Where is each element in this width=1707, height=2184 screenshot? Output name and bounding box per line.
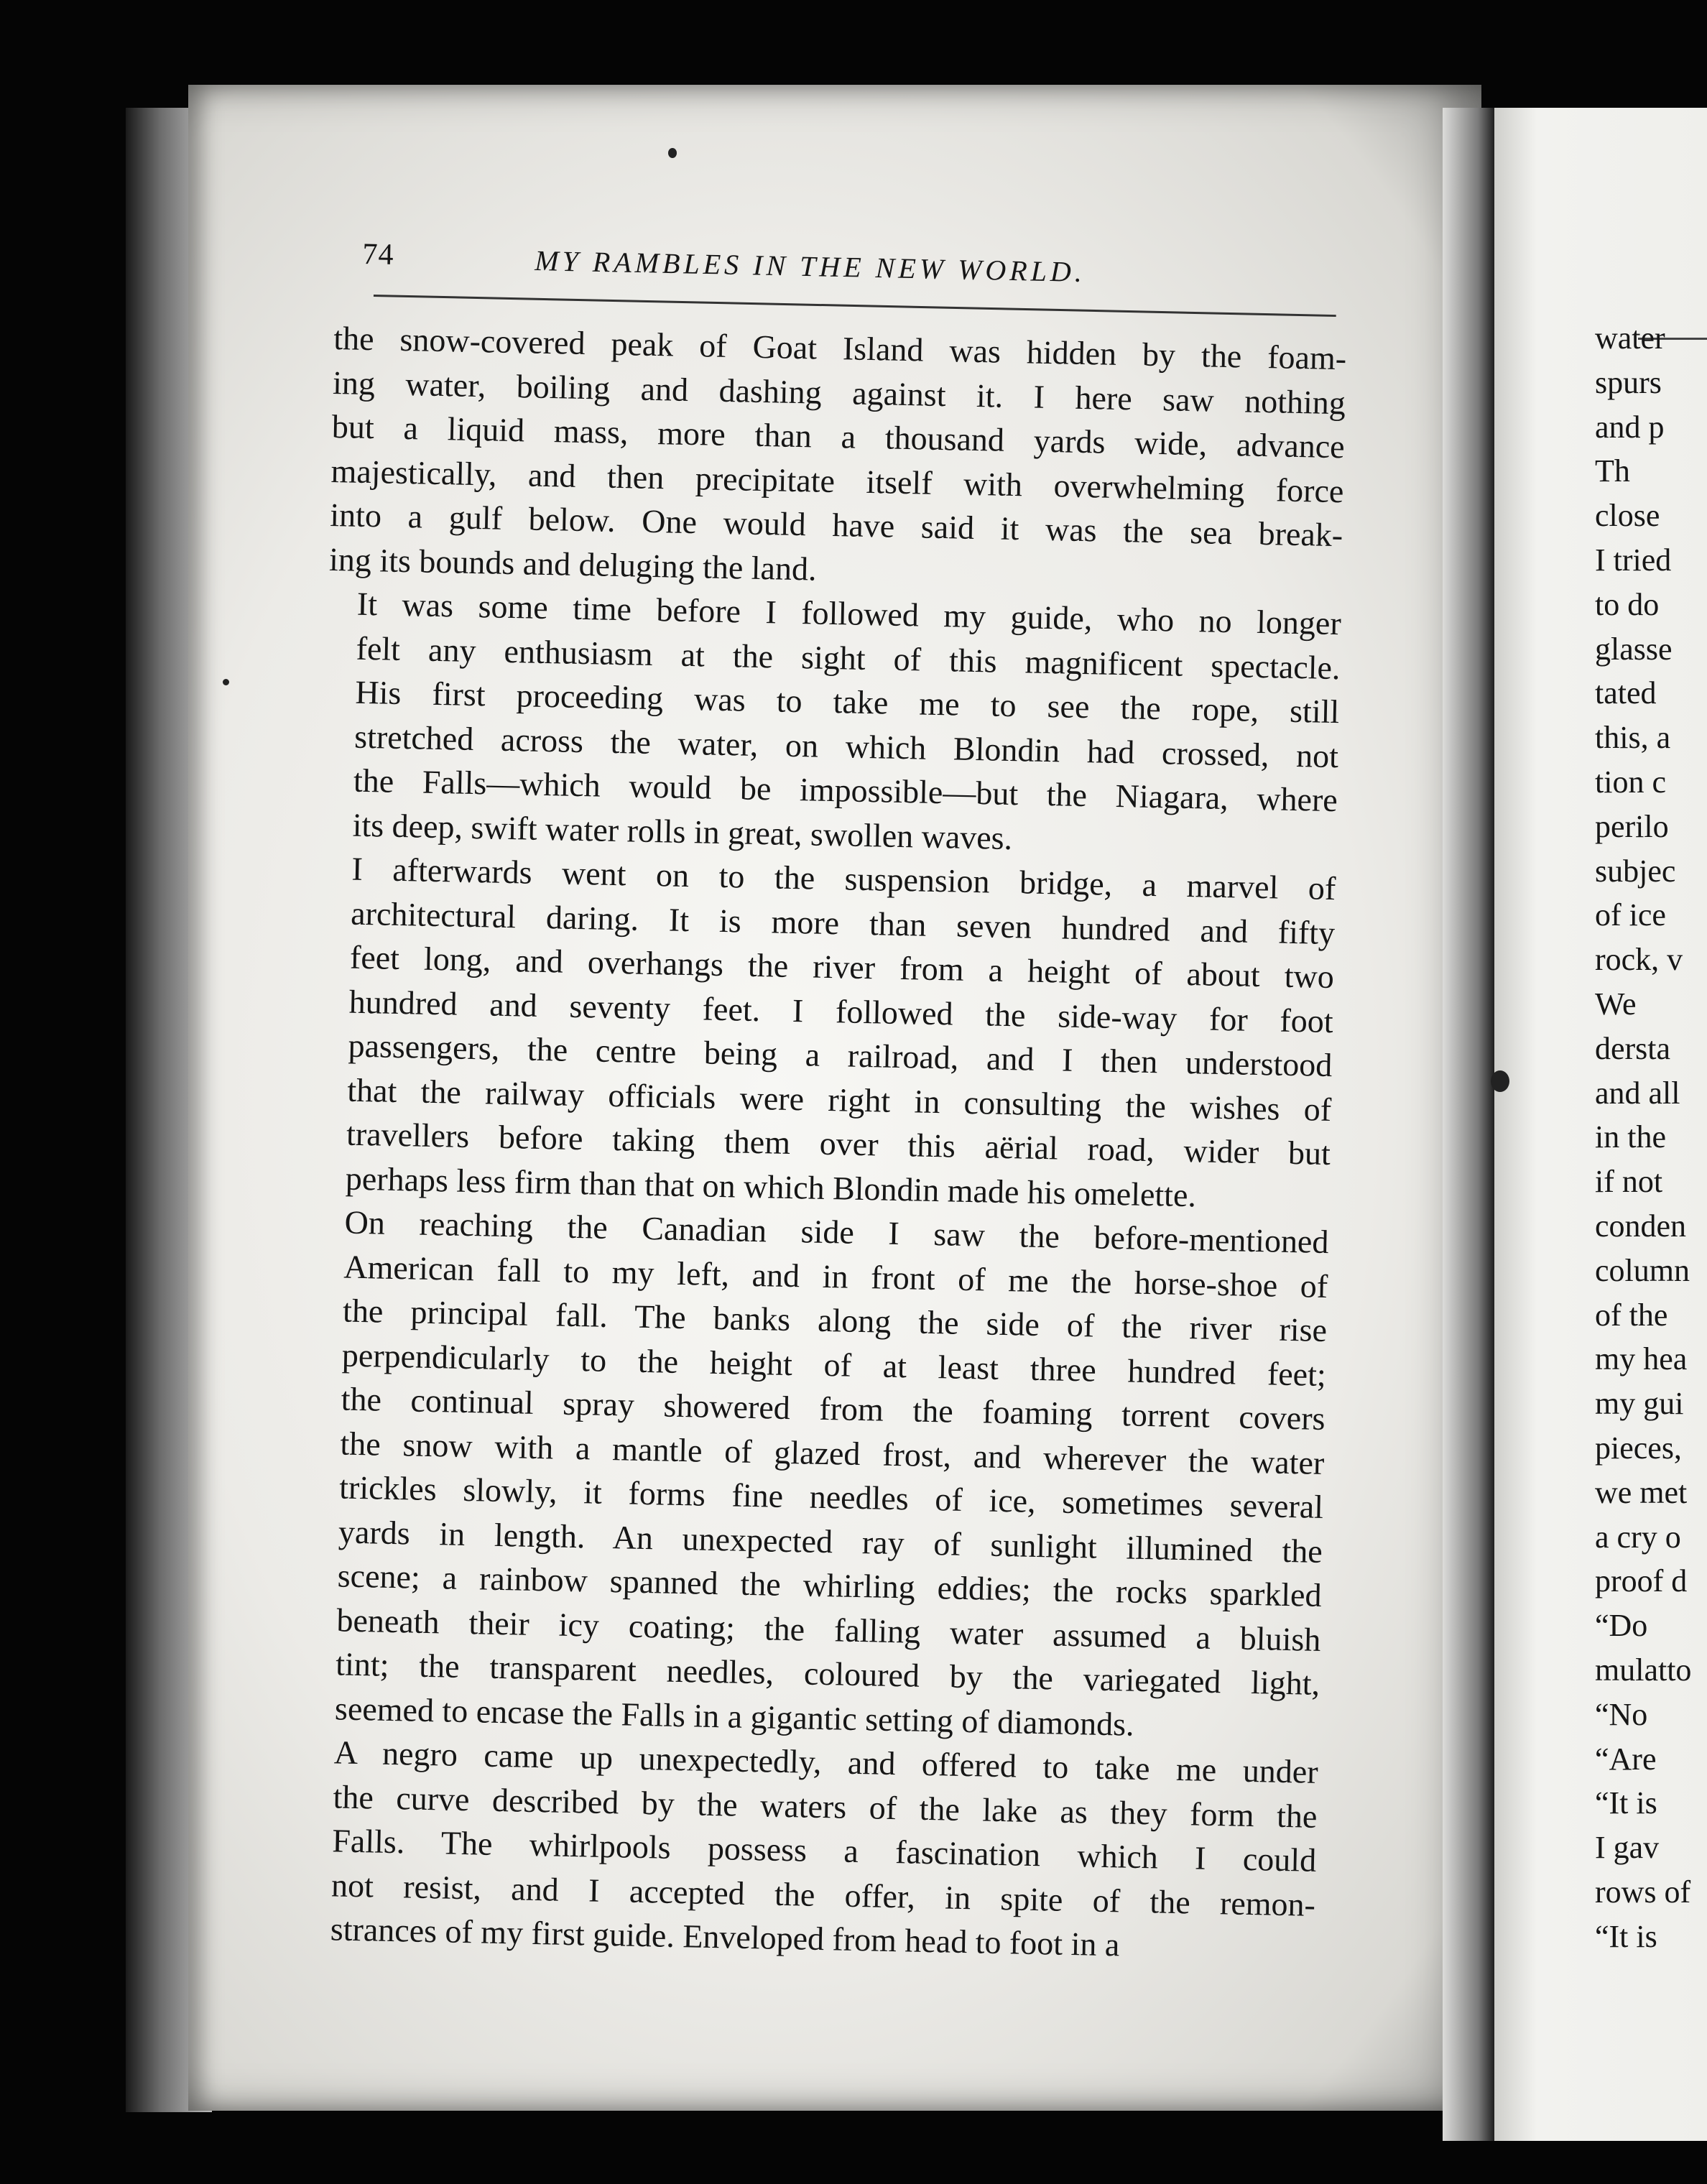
text-line: the Falls—which would be impossible—but the Niagara, where <box>353 762 1338 819</box>
right-page-line: tated <box>1595 675 1657 711</box>
right-page-line: subjec <box>1595 853 1676 889</box>
text-line: seemed to encase the Falls in a gigantic setting of diamonds. <box>334 1689 1135 1743</box>
text-line: the snow-covered peak of Goat Island was hidden by the foam- <box>333 319 1347 377</box>
ink-speck <box>1491 1070 1509 1092</box>
text-line: feet long, and overhangs the river from a height of about two <box>349 938 1335 996</box>
text-line: passengers, the centre being a railroad, and I then understood <box>348 1027 1333 1084</box>
right-page-line: dersta <box>1595 1030 1671 1066</box>
text-line: into a gulf below. One would have said it was the sea break- <box>329 496 1343 554</box>
text-line: yards in length. An unexpected ray of sunlight illumined the <box>338 1512 1323 1570</box>
right-page-line: in the <box>1595 1119 1666 1155</box>
text-line: It was some time before I followed my guide, who no longer <box>356 585 1342 642</box>
text-line: travellers before taking them over this aërial road, wider but <box>346 1115 1331 1172</box>
text-line: American fall to my left, and in front of me the horse-shoe of <box>343 1248 1328 1305</box>
right-page-line: if not <box>1595 1164 1663 1200</box>
right-page-line: conden <box>1595 1208 1687 1244</box>
right-page-line: to do <box>1595 586 1660 622</box>
ink-speck <box>223 679 229 685</box>
right-page-line: close <box>1595 498 1660 534</box>
ink-speck <box>668 148 677 158</box>
paragraph <box>301 1730 1318 1971</box>
text-line: the principal fall. The banks along the side of the river rise <box>342 1292 1328 1349</box>
right-page-line: We <box>1595 986 1637 1022</box>
paragraph <box>323 581 1341 866</box>
text-line: I afterwards went on to the suspension bridge, a marvel of <box>351 850 1336 907</box>
right-page-line: tion c <box>1595 764 1666 800</box>
body-text <box>301 316 1346 1971</box>
text-line: architectural daring. It is more than seven hundred and fifty <box>350 894 1336 951</box>
text-line: majestically, and then precipitate itself with overwhelming force <box>330 452 1344 509</box>
right-page-line: pieces, <box>1595 1430 1682 1466</box>
text-line: A negro came up unexpectedly, and offered to take me under <box>333 1734 1319 1790</box>
text-line: ing its bounds and deluging the land. <box>328 540 818 588</box>
text-line: the snow with a mantle of glazed frost, and wherever the water <box>340 1424 1325 1481</box>
paragraph <box>329 316 1347 601</box>
right-page-line: rock, v <box>1595 942 1683 978</box>
right-page-line: I tried <box>1595 542 1672 578</box>
text-line: not resist, and I accepted the offer, in spite of the remon- <box>330 1866 1316 1923</box>
right-page-line: mulatto <box>1595 1652 1692 1688</box>
right-page-line: this, a <box>1595 720 1671 756</box>
right-page-line: my hea <box>1595 1341 1688 1377</box>
right-page-line: “No <box>1595 1696 1648 1732</box>
text-line: beneath their icy coating; the falling water assumed a bluish <box>336 1601 1321 1658</box>
text-line: perhaps less firm than that on which Blondin made his omelette. <box>345 1160 1197 1213</box>
right-page-line: and all <box>1595 1075 1680 1111</box>
text-line: stretched across the water, on which Blondin had crossed, not <box>353 718 1339 774</box>
running-title: MY RAMBLES IN THE NEW WORLD. <box>534 244 1086 289</box>
right-page-line: a cry o <box>1595 1519 1681 1555</box>
right-page-line: rows of <box>1595 1874 1691 1910</box>
right-page-line: perilo <box>1595 808 1669 844</box>
right-page-line: Th <box>1595 453 1630 489</box>
right-page-line: proof d <box>1595 1563 1688 1599</box>
text-line: tint; the transparent needles, coloured by the variegated light, <box>335 1645 1320 1702</box>
text-line: scene; a rainbow spanned the whirling eddies; the rocks sparkled <box>337 1557 1323 1614</box>
text-line: the curve described by the waters of the lake as they form the <box>333 1777 1318 1835</box>
text-line: felt any enthusiasm at the sight of this magnificent spectacle. <box>356 629 1341 686</box>
right-page-line: glasse <box>1595 631 1673 667</box>
right-page-line: “Are <box>1595 1741 1657 1777</box>
right-page-line: “It is <box>1595 1918 1657 1954</box>
right-page-line: spurs <box>1595 364 1662 400</box>
right-page-line: “It is <box>1595 1785 1657 1821</box>
right-page-line: we met <box>1595 1474 1688 1510</box>
right-page-line: of the <box>1595 1297 1668 1333</box>
page-number: 74 <box>362 237 394 272</box>
text-line: Falls. The whirlpools possess a fascination which I could <box>331 1822 1317 1879</box>
right-page-line: column <box>1595 1252 1690 1288</box>
right-page-text-fragments <box>1595 316 1707 1958</box>
text-line: its deep, swift water rolls in great, swollen waves. <box>352 806 1013 856</box>
text-line: trickles slowly, it forms fine needles of ice, sometimes several <box>338 1468 1324 1525</box>
text-line: perpendicularly to the height of at least three hundred feet; <box>341 1336 1327 1393</box>
text-line: hundred and seventy feet. I followed the side-way for foot <box>348 983 1334 1040</box>
text-line: On reaching the Canadian side I saw the before-mentioned <box>344 1203 1329 1261</box>
text-line: His first proceeding was to take me to see the rope, still <box>354 673 1340 731</box>
right-page-line: water <box>1595 320 1665 356</box>
text-line: that the railway officials were right in consulting the wishes of <box>346 1071 1332 1128</box>
right-page-line: I gav <box>1595 1830 1660 1866</box>
paragraph <box>306 1200 1330 1750</box>
text-line: ing water, boiling and dashing against it. I here saw nothing <box>332 364 1346 421</box>
right-page-line: “Do <box>1595 1608 1648 1644</box>
text-line: the continual spray showered from the foaming torrent covers <box>341 1380 1326 1437</box>
right-page-line: my gui <box>1595 1386 1684 1422</box>
text-line: strances of my first guide. Enveloped from head to foot in a <box>330 1910 1120 1963</box>
right-page-line: and p <box>1595 409 1665 445</box>
paragraph <box>316 846 1336 1220</box>
right-page-line: of ice <box>1595 897 1666 933</box>
text-line: but a liquid mass, more than a thousand yards wide, advance <box>331 407 1346 466</box>
